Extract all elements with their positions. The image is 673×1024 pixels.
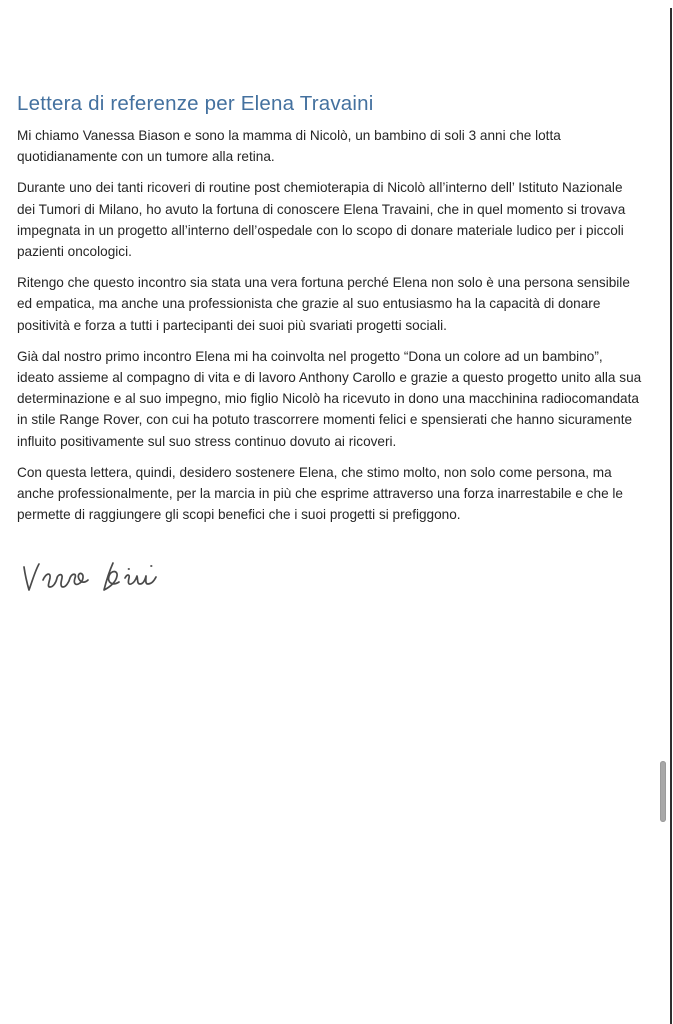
letter-paragraph-3: Ritengo che questo incontro sia stata una vera fortuna perché Elena non solo è una persona sensibile ed empatica, ma anche una professionista che grazie al suo entusiasmo ha la capacità di donare positività e forza a tutti i partecipanti dei suoi più svariati progetti sociali. [17,275,630,333]
letter-body [17,92,642,613]
scrollbar-track[interactable] [659,0,667,1024]
letter-paragraph-2: Durante uno dei tanti ricoveri di routine post chemioterapia di Nicolò all’interno dell’ Istituto Nazionale dei Tumori di Milano, ho avuto la fortuna di conoscere Elena Travaini, che in quel momento si trovava impegnata in un progetto all’interno dell’ospedale con lo scopo di donare materiale ludico per i piccoli pazienti oncologici. [17,180,626,260]
letter-paragraph-5: Con questa lettera, quindi, desidero sostenere Elena, che stimo molto, non solo come persona, ma anche professionalmente, per la marcia in più che esprime attraverso una forza inarrestabile e che le permette di raggiungere gli scopi benefici che i suoi progetti si prefiggono. [17,464,623,523]
letter-title: Lettera di referenze per Elena Travaini [17,92,374,115]
scrollbar-thumb[interactable] [660,761,666,822]
letter-paragraph-1: Mi chiamo Vanessa Biason e sono la mamma di Nicolò, un bambino di soli 3 anni che lotta quotidianamente con un tumore alla retina. [17,128,561,165]
handwritten-signature-image [17,553,167,607]
window-edge-line [670,8,672,1024]
letter-paragraph-4: Già dal nostro primo incontro Elena mi ha coinvolta nel progetto “Dona un colore ad un bambino”, ideato assieme al compagno di vita e di lavoro Anthony Carollo e grazie a questo progetto unito alla sua determinazione e al suo impegno, mio figlio Nicolò ha ricevuto in dono una macchinina radiocomandata in stile Range Rover, con cui ha potuto trascorrere momenti felici e spensierati che hanno sicuramente influito positivamente sul suo stress continuo dovuto ai ricoveri. [17,348,642,449]
signature-block [17,553,642,613]
